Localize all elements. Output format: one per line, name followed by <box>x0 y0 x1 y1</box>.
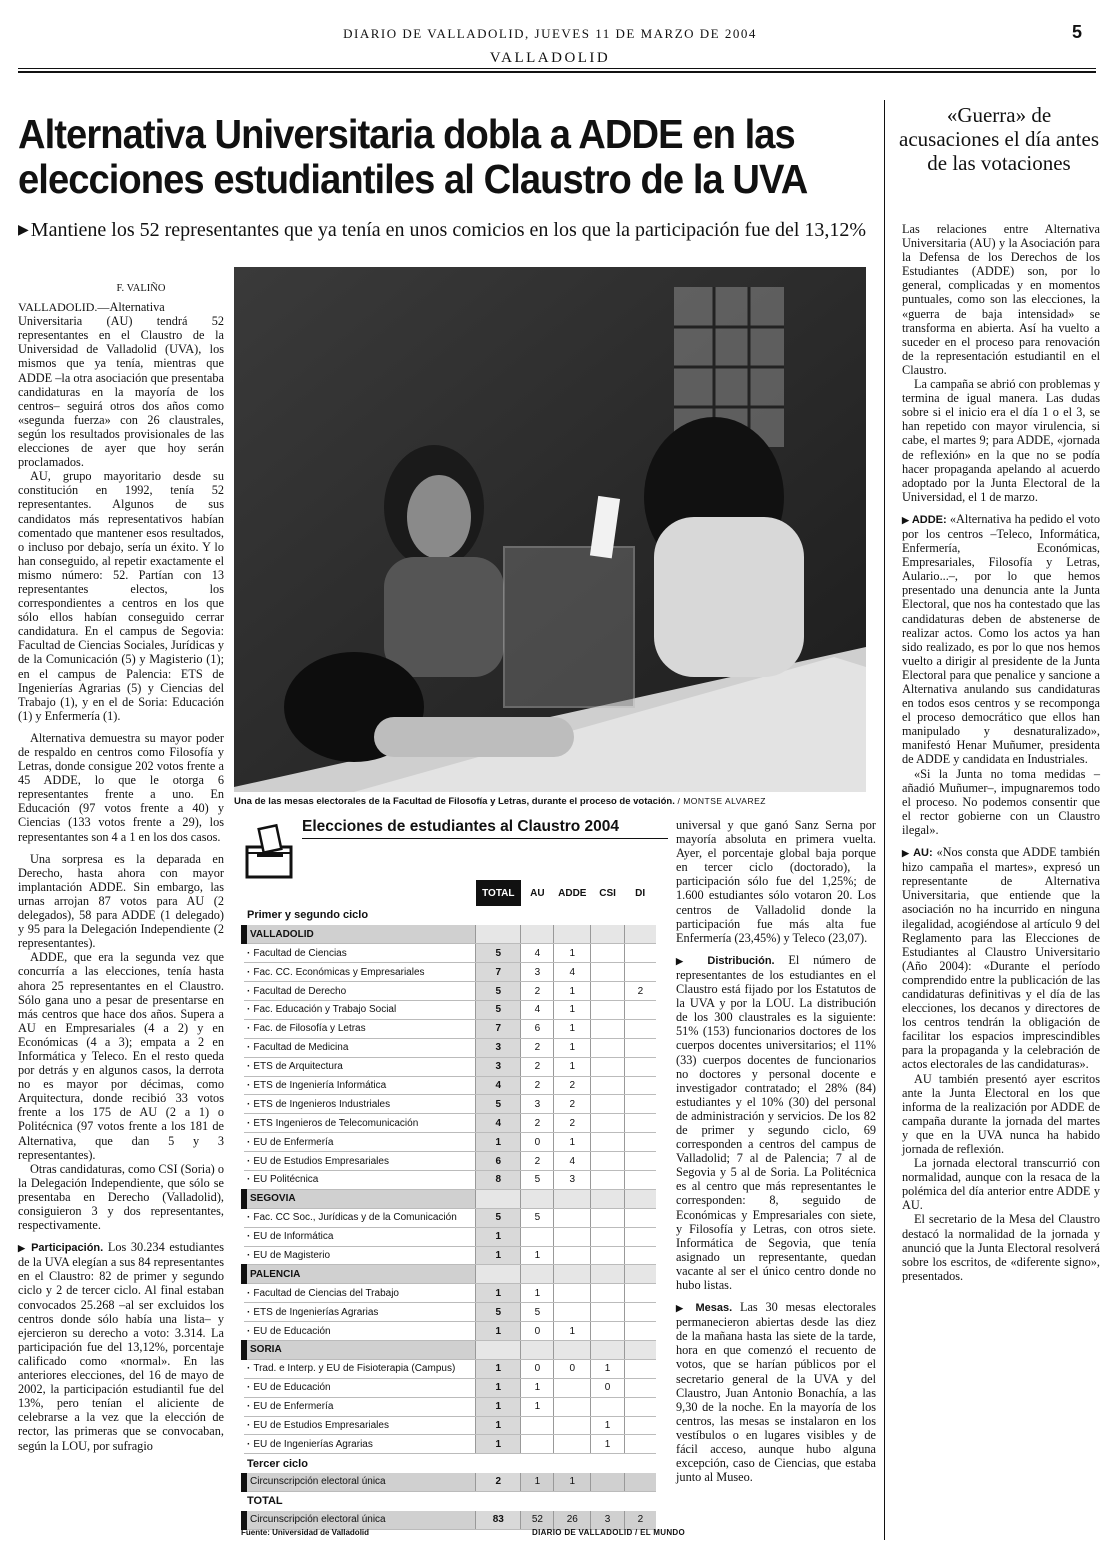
table-row <box>244 1511 656 1530</box>
cell-adde <box>554 1416 591 1435</box>
cell-csi <box>591 1322 625 1341</box>
triangle-bullet-icon: ▶ <box>676 955 694 966</box>
cell-total: 3 <box>476 1038 521 1057</box>
cell-adde: 1 <box>554 1473 591 1492</box>
cell-total: 5 <box>476 1000 521 1019</box>
cell-au: 5 <box>521 1208 554 1227</box>
cell-adde: 3 <box>554 1170 591 1189</box>
table-credit: DIARIO DE VALLADOLID / EL MUNDO <box>532 1528 686 1537</box>
cell-di: 2 <box>624 1511 656 1530</box>
cell-csi: 1 <box>591 1359 625 1378</box>
cell-adde: 4 <box>554 963 591 982</box>
cell-adde: 1 <box>554 1322 591 1341</box>
cell-adde: 2 <box>554 1114 591 1133</box>
cell-adde <box>554 1340 591 1359</box>
col-header-csi: CSI <box>599 887 616 899</box>
cell-au: 5 <box>521 1303 554 1322</box>
cell-total: 1 <box>476 1227 521 1246</box>
paragraph: ▶ Mesas. Las 30 mesas electorales permanecieron abiertas desde las diez de la mañana hasta las siete de la tarde, hora en que comenzó el recuento de votos, que se harían públicos por el secretario general de la UVA y del Claustro, Juan Antonio Bonachía, a las 9,30 de la noche. En la mayoría de los centros, las mesas se instalaron en los vestíbulos o en lugares visibles y de fácil acceso, aunque hubo alguna excepción, caso de Ciencias, que estaba junto al Museo. <box>676 1300 876 1485</box>
cell-adde <box>554 1303 591 1322</box>
row-label: SEGOVIA <box>244 1189 476 1208</box>
cell-di <box>624 1227 656 1246</box>
bullet-dot-icon: · <box>247 1117 251 1129</box>
table-row <box>244 1133 656 1152</box>
cell-adde: 1 <box>554 1133 591 1152</box>
cell-total <box>476 925 521 944</box>
cell-csi <box>591 1133 625 1152</box>
cell-total <box>476 1189 521 1208</box>
triangle-bullet-icon: ▶ <box>676 1303 688 1314</box>
cell-csi: 1 <box>591 1435 625 1454</box>
triangle-bullet-icon: ▶ <box>18 223 29 238</box>
cell-total: 7 <box>476 1019 521 1038</box>
cell-total: 1 <box>476 1435 521 1454</box>
cell-di <box>624 1359 656 1378</box>
paragraph: Una sorpresa es la deparada en Derecho, hasta ahora con mayor implantación ADDE. Sin embargo, las urnas arrojan 87 votos para AU (2 delegados), 58 para ADDE (1 delegado) y 95 para la Delegación Independiente (2 representantes). <box>18 851 224 951</box>
cell-csi <box>591 1038 625 1057</box>
row-label: · EU de Enfermería <box>244 1397 476 1416</box>
adde-label: ▶ ADDE: <box>902 513 947 526</box>
cell-di <box>624 1416 656 1435</box>
cell-adde: 2 <box>554 1076 591 1095</box>
bullet-dot-icon: · <box>247 1249 251 1261</box>
page-number: 5 <box>1072 22 1083 42</box>
row-label: · Fac. de Filosofía y Letras <box>244 1019 476 1038</box>
cell-adde: 26 <box>554 1511 591 1530</box>
table-row <box>244 1076 656 1095</box>
paragraph: El secretario de la Mesa del Claustro destacó la normalidad de la jornada y anunció que la Junta Electoral resolverá sobre los escritos, de «diferente signo», presentados. <box>902 1212 1100 1283</box>
cell-csi <box>591 1246 625 1265</box>
paragraph: ADDE, que era la segunda vez que concurría a las elecciones, tenía hasta ahora 25 representantes en el Claustro. Sólo gana uno a pesar de presentarse en más centros que hace dos años. Supera a AU en Empresariales (4 a 2) y en Económicas (4 a 3); empata a 2 en Informática y Teleco. En el resto queda por detrás y en algunos casos, la derrota no es mayor por décimas, como Arquitectura, donde recibió 33 votos frente a los 175 de AU (2 a 1) o Politécnica (97 votos frente a los 181 de Alternativa, que dan 5 y 3 representantes). <box>18 950 224 1162</box>
cell-di <box>624 1246 656 1265</box>
table-row <box>244 1397 656 1416</box>
cell-adde: 0 <box>554 1359 591 1378</box>
paragraph: AU, grupo mayoritario desde su constitución en 1992, tenía 52 representantes. Algunos de sus candidatos más representativos habían comentado que mantener esos resultados, o incluso por debajo, sería un éxito. Y lo han conseguido, al repetir exactamente el mismo número: 52. Partían con 13 representantes electos, los correspondientes a centros en los que sólo ellos habían conseguido cerrar candidatura. En el campus de Segovia: Facultad de Ciencias Sociales, Jurídicas y de la Comunicación (5) y Magisterio (1); en el campus de Palencia: ETS de Ingenierías Agrarias (5) y Ciencias del Trabajo (1), y en el de Soria: Educación (1) y Enfermería (1). <box>18 469 224 723</box>
cell-total: 1 <box>476 1284 521 1303</box>
cell-csi <box>591 1473 625 1492</box>
cell-di <box>624 1057 656 1076</box>
header-spacer <box>244 880 476 906</box>
paragraph: Las relaciones entre Alternativa Universitaria (AU) y la Asociación para la Defensa de los Derechos de los Estudiantes (ADDE) son, por lo general, complicadas y en momentos puntuales, como son las elecciones, la «guerra de baja intensidad» se transforma en abierta. Así ha vuelto a suceder en el proceso para renovación de la representación estudiantil en el Claustro. <box>902 222 1100 377</box>
table-row <box>244 944 656 963</box>
cell-csi <box>591 1095 625 1114</box>
cell-csi <box>591 1057 625 1076</box>
triangle-bullet-icon: ▶ <box>902 848 910 859</box>
cell-total: 5 <box>476 1208 521 1227</box>
cell-di <box>624 1095 656 1114</box>
section-name: VALLADOLID <box>489 50 611 66</box>
headline <box>18 112 818 202</box>
masthead <box>0 20 1114 70</box>
row-label: · Fac. CC. Económicas y Empresariales <box>244 963 476 982</box>
cell-csi <box>591 944 625 963</box>
news-photo <box>234 267 866 792</box>
cell-adde: 1 <box>554 1057 591 1076</box>
paragraph: ▶ Distribución. El número de representantes de los estudiantes en el Claustro está fijado por los Estatutos de la UVA y por la LOU. La distribución de los 300 claustrales es la siguiente: 51% (153) funcionarios doctores de los cuerpos docentes universitarios; el 11% (33) cuerpos docentes de funcionarios no doctores y personal docente e investigador contratado; el 28% (84) estudiantes y el 10% (30) del personal de administración y servicios. De los 82 de primer y segundo ciclo, 69 corresponden a centros del campus de Valladolid; 7 al de Palencia; 7 al de Segovia y 5 al de Soria. La Politécnica es al centro que más representantes le corresponden: 8, seguido de Económicas y Empresariales con siete, y Filosofía y Letras, con otros siete. Informática de Segovia, que tenía asignado un representante, quedan vacante al ser el único centro donde no hubo listas. <box>676 952 877 1292</box>
masthead-rule-2 <box>18 71 1096 73</box>
bullet-dot-icon: · <box>247 1306 251 1318</box>
ballot-box-icon <box>243 823 297 881</box>
cell-di <box>624 925 656 944</box>
cell-di <box>624 1397 656 1416</box>
table-row <box>244 1038 656 1057</box>
bullet-dot-icon: · <box>247 1079 251 1091</box>
group-heading-first-second-cycle: Primer y segundo ciclo <box>247 909 369 922</box>
cell-adde <box>554 1397 591 1416</box>
group-heading-total: TOTAL <box>247 1495 283 1508</box>
cell-au: 5 <box>521 1170 554 1189</box>
cell-au: 2 <box>521 982 554 1001</box>
cell-total: 1 <box>476 1416 521 1435</box>
cell-adde: 1 <box>554 1000 591 1019</box>
table-row <box>244 925 656 944</box>
cell-adde: 1 <box>554 1019 591 1038</box>
newspaper-dateline: DIARIO DE VALLADOLID, JUEVES 11 DE MARZO DE 2004 <box>343 26 757 41</box>
table-row <box>244 1170 656 1189</box>
cell-au: 3 <box>521 963 554 982</box>
cell-di <box>624 1152 656 1171</box>
cell-total: 83 <box>476 1511 521 1530</box>
sidebar-title: «Guerra» de acusaciones el día antes de las votaciones <box>899 103 1099 175</box>
row-label: · EU de Educación <box>244 1322 476 1341</box>
au-label: ▶ AU: <box>902 847 933 860</box>
row-label: · Trad. e Interp. y EU de Fisioterapia (Campus) <box>244 1359 476 1378</box>
participation-label: ▶ Participación. <box>18 1242 104 1255</box>
table-row <box>244 1303 656 1322</box>
cell-di <box>624 1076 656 1095</box>
table-row <box>244 1473 656 1492</box>
byline: F. VALIÑO <box>116 283 166 294</box>
bullet-dot-icon: · <box>247 1174 251 1186</box>
article-column-1 <box>18 282 224 1453</box>
cell-total <box>476 1340 521 1359</box>
table-row <box>244 1435 656 1454</box>
col-header-total: TOTAL <box>476 880 521 906</box>
cell-csi <box>591 1114 625 1133</box>
sidebar-divider <box>884 100 885 1540</box>
paragraph: Alternativa demuestra su mayor poder de respaldo en centros como Filosofía y Letras, donde consigue 202 votos frente a 45 ADDE, lo que le otorga 6 representantes frente a uno. En Educación (97 votos frente a 40) y Ciencias (133 votos frente a 29), los representantes son 4 a 1 en los dos casos. <box>18 730 224 844</box>
row-label: · ETS Ingenieros de Telecomunicación <box>244 1114 476 1133</box>
row-label: Circunscripción electoral única <box>244 1473 476 1492</box>
table-row <box>244 1152 656 1171</box>
bullet-dot-icon: · <box>247 1325 251 1337</box>
cell-csi <box>591 1076 625 1095</box>
cell-au: 0 <box>521 1133 554 1152</box>
cell-adde <box>554 1227 591 1246</box>
row-label: SORIA <box>244 1340 476 1359</box>
row-label: · ETS de Ingenierías Agrarias <box>244 1303 476 1322</box>
cell-di <box>624 1000 656 1019</box>
cell-au: 4 <box>521 944 554 963</box>
bullet-dot-icon: · <box>247 1023 251 1035</box>
masthead-rule <box>18 68 1096 69</box>
cell-csi <box>591 1340 625 1359</box>
cell-csi: 1 <box>591 1416 625 1435</box>
cell-adde <box>554 925 591 944</box>
cell-di <box>624 1322 656 1341</box>
cell-au: 3 <box>521 1095 554 1114</box>
cell-total: 1 <box>476 1322 521 1341</box>
cell-au: 2 <box>521 1057 554 1076</box>
cell-di <box>624 1265 656 1284</box>
cell-adde: 4 <box>554 1152 591 1171</box>
cell-csi <box>591 1000 625 1019</box>
table-row <box>244 1057 656 1076</box>
bullet-dot-icon: · <box>247 966 251 978</box>
cell-total: 7 <box>476 963 521 982</box>
cell-adde <box>554 1435 591 1454</box>
cell-di <box>624 1189 656 1208</box>
cell-total: 5 <box>476 944 521 963</box>
triangle-bullet-icon: ▶ <box>902 514 910 525</box>
table-row <box>244 1416 656 1435</box>
bullet-dot-icon: · <box>247 1382 251 1394</box>
table-row <box>244 1000 656 1019</box>
cell-di <box>624 944 656 963</box>
row-label: · EU de Estudios Empresariales <box>244 1152 476 1171</box>
cell-di <box>624 1284 656 1303</box>
cell-total: 4 <box>476 1114 521 1133</box>
row-label: PALENCIA <box>244 1265 476 1284</box>
cell-csi <box>591 963 625 982</box>
sidebar-column <box>902 222 1100 1283</box>
cell-di <box>624 1303 656 1322</box>
cell-au <box>521 1227 554 1246</box>
cell-adde <box>554 1378 591 1397</box>
row-label: · ETS de Ingeniería Informática <box>244 1076 476 1095</box>
row-label: · Fac. Educación y Trabajo Social <box>244 1000 476 1019</box>
paragraph: VALLADOLID.—Alternativa Universitaria (AU) tendrá 52 representantes en el Claustro de la Universidad de Valladolid (UVA), los mismos que ya tenía, mientras que ADDE –la otra asociación que presentaba candidaturas en la mayoría de los centros– seguirá otros dos años como «segunda fuerza» con 26 claustrales, según los resultados provisionales de las elecciones de ayer que hoy serán proclamados. <box>18 300 224 470</box>
cell-au: 6 <box>521 1019 554 1038</box>
cell-au: 0 <box>521 1359 554 1378</box>
results-table <box>241 880 656 1530</box>
cell-total: 1 <box>476 1378 521 1397</box>
cell-au: 1 <box>521 1378 554 1397</box>
cell-csi <box>591 1208 625 1227</box>
cell-au: 2 <box>521 1152 554 1171</box>
cell-total: 4 <box>476 1076 521 1095</box>
cell-di <box>624 1038 656 1057</box>
triangle-bullet-icon: ▶ <box>18 1243 27 1254</box>
table-row <box>244 1322 656 1341</box>
table-row <box>244 1095 656 1114</box>
group-heading-third-cycle: Tercer ciclo <box>247 1457 308 1470</box>
table-row <box>244 1114 656 1133</box>
cell-total: 1 <box>476 1133 521 1152</box>
bullet-dot-icon: · <box>247 1098 251 1110</box>
cell-di <box>624 1133 656 1152</box>
paragraph: La campaña se abrió con problemas y termina de igual manera. Las dudas sobre si el inicio era el día 1 o el 3, se han repetido con mayor virulencia, si cabe, el martes 9; para ADDE, «jornada de reflexión» en la que no se podía hacer propaganda apelando al acuerdo adoptado por la Junta Electoral de la Universidad, el 1 de marzo. <box>902 377 1100 504</box>
cell-csi <box>591 925 625 944</box>
table-row <box>244 1208 656 1227</box>
cell-di <box>624 1170 656 1189</box>
row-label: · Fac. CC Soc., Jurídicas y de la Comunicación <box>244 1208 476 1227</box>
paragraph: La jornada electoral transcurrió con normalidad, aunque con la resaca de la polémica del día anterior entre ADDE y AU. <box>902 1156 1100 1213</box>
cell-total: 6 <box>476 1152 521 1171</box>
table-row <box>244 1019 656 1038</box>
cell-csi <box>591 1397 625 1416</box>
bullet-dot-icon: · <box>247 1136 251 1148</box>
mesas-label: ▶ Mesas. <box>676 1302 733 1315</box>
cell-csi <box>591 1019 625 1038</box>
table-row <box>244 982 656 1001</box>
bullet-dot-icon: · <box>247 1438 251 1450</box>
cell-au: 1 <box>521 1246 554 1265</box>
table-row <box>244 1378 656 1397</box>
cell-csi <box>591 1227 625 1246</box>
row-label: · EU de Magisterio <box>244 1246 476 1265</box>
cell-csi <box>591 982 625 1001</box>
bullet-dot-icon: · <box>247 985 251 997</box>
paragraph: ▶ ADDE: «Alternativa ha pedido el voto por los centros –Teleco, Informática, Enfermería, Económicas, Empresariales, Filosofía y Letras, Aulario...–, por lo que hemos presentado una denuncia ante la Junta Electoral, que nos ha contestado que las candidaturas deben de abstenerse de realizar actos. Como los actos ya han sido realizado, es por lo que nos hemos vuelto a dirigir al presidente de la Junta Electoral para que penalice y sancione a Alternativa anulando sus candidaturas en todos esos centros y se recomponga el proceso democrático que ellos han manipulado y desnaturalizado», manifestó Henar Muñumer, presidenta de ADDE y candidata en Industriales. <box>902 511 1101 767</box>
row-label: · Facultad de Medicina <box>244 1038 476 1057</box>
row-label: · ETS de Ingenieros Industriales <box>244 1095 476 1114</box>
col-header-di: DI <box>635 887 646 899</box>
bullet-dot-icon: · <box>247 1231 251 1243</box>
cell-total: 1 <box>476 1397 521 1416</box>
cell-csi: 0 <box>591 1378 625 1397</box>
cell-adde: 1 <box>554 1038 591 1057</box>
distribution-label: ▶ Distribución. <box>676 954 775 967</box>
paragraph: AU también presentó ayer escritos ante la Junta Electoral en los que informa de la realización por ADDE de campaña durante la jornada del martes y que en la UVA nunca ha habido jornada de reflexión. <box>902 1071 1100 1156</box>
cell-au: 1 <box>521 1284 554 1303</box>
bullet-dot-icon: · <box>247 947 251 959</box>
cell-adde <box>554 1284 591 1303</box>
table-source: Fuente: Universidad de Valladolid <box>241 1528 370 1537</box>
cell-adde: 2 <box>554 1095 591 1114</box>
voting-scene-photo-icon <box>234 267 866 792</box>
row-label: · EU de Informática <box>244 1227 476 1246</box>
row-label: · EU de Ingenierías Agrarias <box>244 1435 476 1454</box>
cell-csi <box>591 1303 625 1322</box>
table-header-row <box>244 880 656 906</box>
table-row <box>244 1265 656 1284</box>
table-title-rule <box>302 838 668 839</box>
table-row <box>244 1359 656 1378</box>
cell-di <box>624 1114 656 1133</box>
cell-di <box>624 1473 656 1492</box>
cell-total: 8 <box>476 1170 521 1189</box>
cell-au: 1 <box>521 1397 554 1416</box>
col-header-au: AU <box>530 887 545 899</box>
row-label: · Facultad de Ciencias del Trabajo <box>244 1284 476 1303</box>
row-label: · EU de Enfermería <box>244 1133 476 1152</box>
bullet-dot-icon: · <box>247 1004 251 1016</box>
cell-au <box>521 1189 554 1208</box>
cell-csi: 3 <box>591 1511 625 1530</box>
cell-au <box>521 1340 554 1359</box>
paragraph: universal y que ganó Sanz Serna por mayoría absoluta en primera vuelta. Ayer, el porcentaje global baja porque en tercer ciclo (doctorado), la participación sólo fue del 1,25%; de 1.600 estudiantes sólo votaron 20. Los centros de Valladolid donde la participación fue más alta fue Enfermería (23,45%) y Teleco (23,07). <box>676 818 876 945</box>
table-title: Elecciones de estudiantes al Claustro 2004 <box>302 818 620 835</box>
paragraph: ▶ Participación. Los 30.234 estudiantes de la UVA elegían a sus 84 representantes en el Claustro: 82 de primer y segundo ciclo y 2 de tercer ciclo. Al final estaban convocados 25.268 –al ser excluidos los centros donde sólo había una lista– y ejercieron su derecho a voto: 3.314. La participación fue del 13,12%, porcentaje calificado como «normal». En las anteriores elecciones, del 16 de mayo de 2002, la participación estudiantil fue del 13%, pero tenían el aliciente de celebrarse a la vez que la elección de rector, las primeras que se convocaban, según la LOU, por sufragio <box>18 1240 224 1453</box>
cell-csi <box>591 1152 625 1171</box>
table-row <box>244 1246 656 1265</box>
cell-au: 2 <box>521 1038 554 1057</box>
cell-total: 3 <box>476 1057 521 1076</box>
bullet-dot-icon: · <box>247 1419 251 1431</box>
bullet-dot-icon: · <box>247 1363 251 1375</box>
cell-csi <box>591 1170 625 1189</box>
article-column-3 <box>676 818 876 1484</box>
cell-adde <box>554 1246 591 1265</box>
photo-caption: Una de las mesas electorales de la Facultad de Filosofía y Letras, durante el proceso de votación. / MONTSE ALVAREZ <box>234 796 766 807</box>
table-row <box>244 963 656 982</box>
cell-total: 5 <box>476 982 521 1001</box>
cell-total: 1 <box>476 1246 521 1265</box>
cell-di <box>624 1378 656 1397</box>
cell-au: 2 <box>521 1076 554 1095</box>
row-label: · EU de Educación <box>244 1378 476 1397</box>
bullet-dot-icon: · <box>247 1401 251 1413</box>
table-row <box>244 1227 656 1246</box>
cell-au: 4 <box>521 1000 554 1019</box>
cell-di <box>624 1019 656 1038</box>
bullet-dot-icon: · <box>247 1042 251 1054</box>
cell-adde: 1 <box>554 944 591 963</box>
cell-csi <box>591 1189 625 1208</box>
cell-adde <box>554 1265 591 1284</box>
paragraph: Otras candidaturas, como CSI (Soria) o la Delegación Independiente, que sólo se presentaba en Derecho (Valladolid), consiguieron 3 y dos representantes, respectivamente. <box>18 1161 224 1233</box>
cell-adde <box>554 1189 591 1208</box>
subheadline: ▶ Mantiene los 52 representantes que ya tenía en unos comicios en los que la participación fue del 13,12% <box>18 219 867 241</box>
row-label: · EU Politécnica <box>244 1170 476 1189</box>
row-label: VALLADOLID <box>244 925 476 944</box>
cell-adde <box>554 1208 591 1227</box>
row-label: · ETS de Arquitectura <box>244 1057 476 1076</box>
cell-csi <box>591 1265 625 1284</box>
cell-au: 1 <box>521 1473 554 1492</box>
row-label: Circunscripción electoral única <box>244 1511 476 1530</box>
headline-line-1: Alternativa Universitaria dobla a ADDE en las <box>18 111 795 157</box>
bullet-dot-icon: · <box>247 1155 251 1167</box>
cell-di <box>624 1435 656 1454</box>
cell-au <box>521 1265 554 1284</box>
cell-csi <box>591 1284 625 1303</box>
row-label: · Facultad de Derecho <box>244 982 476 1001</box>
headline-line-2: elecciones estudiantiles al Claustro de la UVA <box>18 156 808 202</box>
cell-au: 2 <box>521 1114 554 1133</box>
cell-total: 2 <box>476 1473 521 1492</box>
cell-total: 5 <box>476 1303 521 1322</box>
cell-au: 52 <box>521 1511 554 1530</box>
table-row <box>244 1189 656 1208</box>
cell-di <box>624 963 656 982</box>
cell-di <box>624 1340 656 1359</box>
table-row <box>244 1340 656 1359</box>
table-row <box>244 1284 656 1303</box>
bullet-dot-icon: · <box>247 1061 251 1073</box>
cell-adde: 1 <box>554 982 591 1001</box>
paragraph: ▶ AU: «Nos consta que ADDE también hizo campaña el martes», expresó un representante de Alternativa Universitaria, que entiende que la asociación no ha incurrido en ninguna ilegalidad, acogiéndose al artículo 9 del Reglamento para las Elecciones de Estudiantes al Claustro Universitario (Año 2004): «Durante el período comprendido entre la publicación de las candidaturas definitivas y el día de las elecciones, los decanos y directores de los centros tendrán la obligación de facilitar los espacios imprescindibles para la propaganda y la celebración de actos electorales de las candidaturas». <box>902 845 1101 1072</box>
cell-au <box>521 925 554 944</box>
cell-di <box>624 1208 656 1227</box>
row-label: · Facultad de Ciencias <box>244 944 476 963</box>
bullet-dot-icon: · <box>247 1212 251 1224</box>
bullet-dot-icon: · <box>247 1287 251 1299</box>
cell-total: 1 <box>476 1359 521 1378</box>
photo-credit: / MONTSE ALVAREZ <box>677 796 766 806</box>
col-header-adde: ADDE <box>558 887 587 899</box>
cell-total <box>476 1265 521 1284</box>
cell-di: 2 <box>624 982 656 1001</box>
cell-au <box>521 1416 554 1435</box>
paragraph: «Si la Junta no toma medidas –añadió Muñumer–, impugnaremos todo el proceso. No podemos consentir que el rector gobierne con un Claustro ilegal». <box>902 766 1100 837</box>
cell-total: 5 <box>476 1095 521 1114</box>
cell-au: 0 <box>521 1322 554 1341</box>
row-label: · EU de Estudios Empresariales <box>244 1416 476 1435</box>
cell-au <box>521 1435 554 1454</box>
